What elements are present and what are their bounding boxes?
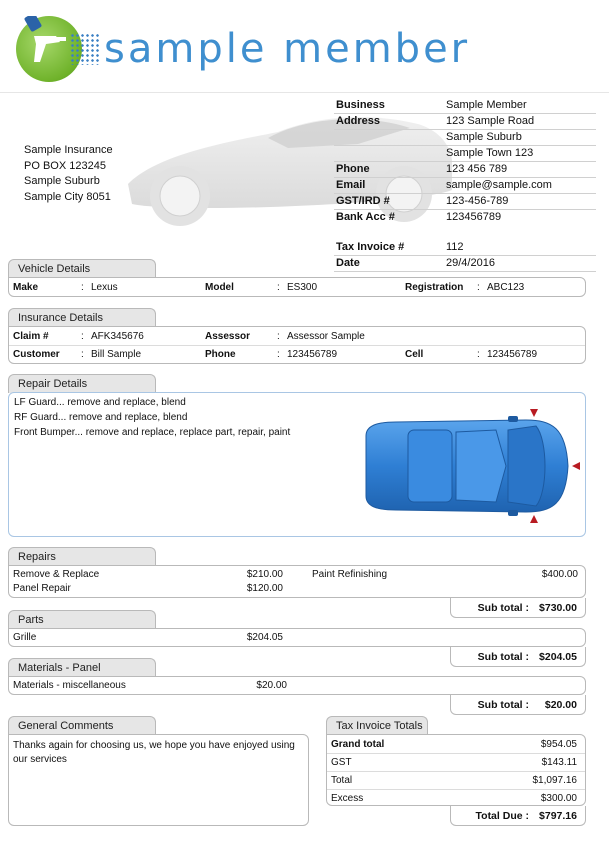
invoice-key: Date — [336, 257, 360, 269]
registration-label: Registration — [405, 281, 464, 293]
colon: : — [277, 281, 280, 293]
part-item-row — [13, 631, 283, 645]
invoice-number-row — [334, 240, 596, 256]
colon: : — [81, 349, 84, 360]
repairs-subtotal — [450, 598, 586, 618]
repair-line: RF Guard... remove and replace, blend — [14, 412, 188, 423]
totals-row — [327, 789, 585, 807]
repair-item-row — [312, 568, 578, 582]
part-amount: $204.05 — [246, 632, 283, 643]
business-value: Sample Member — [446, 99, 527, 111]
repair-line: Front Bumper... remove and replace, replace part, repair, paint — [14, 427, 291, 438]
repair-details-tab: Repair Details — [8, 374, 156, 393]
totals-label: Total — [331, 775, 353, 786]
materials-tab: Materials - Panel — [8, 658, 156, 677]
totals-value: $300.00 — [540, 793, 577, 804]
totals-value: $1,097.16 — [532, 775, 577, 786]
materials-box — [8, 676, 586, 695]
customer-value: Bill Sample — [91, 349, 142, 360]
subtotal-value: $20.00 — [544, 698, 577, 711]
subtotal-label: Sub total : — [477, 601, 529, 614]
invoice-value: 112 — [446, 241, 464, 253]
totals-row — [327, 735, 585, 753]
colon: : — [277, 330, 280, 342]
parts-subtotal — [450, 647, 586, 667]
subtotal-label: Sub total : — [477, 650, 529, 663]
part-item: Grille — [13, 632, 37, 643]
material-amount: $20.00 — [256, 680, 287, 691]
business-key — [334, 146, 446, 161]
insurer-line: Sample Insurance — [24, 144, 113, 156]
tax-totals-box — [326, 734, 586, 806]
total-due — [450, 806, 586, 826]
colon: : — [81, 330, 84, 342]
totals-label: GST — [331, 757, 352, 768]
address-row — [334, 114, 596, 130]
parts-tab: Parts — [8, 610, 156, 629]
spray-pattern — [70, 33, 100, 65]
business-value: sample@sample.com — [446, 179, 552, 191]
invoice-date-row — [334, 256, 596, 272]
insurer-line: PO BOX 123245 — [24, 159, 106, 172]
repair-item: Remove & Replace — [13, 569, 100, 580]
header-divider — [0, 92, 609, 93]
business-key: Business — [336, 99, 385, 111]
insurer-line: Sample Suburb — [24, 175, 100, 187]
claim-value: AFK345676 — [91, 330, 144, 342]
assessor-label: Assessor — [205, 330, 251, 342]
repair-item-row — [13, 568, 283, 582]
cell-label: Cell — [405, 349, 424, 360]
email-row — [334, 178, 596, 194]
repair-amount: $400.00 — [541, 569, 578, 580]
make-label: Make — [13, 281, 39, 293]
customer-label: Customer — [13, 349, 60, 360]
totals-row — [327, 771, 585, 789]
damage-marker-icon — [572, 462, 580, 470]
invoice-value: 29/4/2016 — [446, 257, 495, 269]
damage-marker-icon — [530, 515, 538, 523]
repair-item-row — [13, 582, 283, 596]
car-damage-diagram — [356, 406, 584, 526]
business-value: Sample Suburb — [446, 131, 522, 143]
business-key — [334, 130, 446, 145]
registration-value: ABC123 — [487, 281, 525, 293]
gst-row — [334, 194, 596, 210]
model-label: Model — [205, 281, 234, 293]
business-key: GST/IRD # — [336, 195, 390, 207]
colon: : — [477, 349, 480, 360]
material-item-row — [13, 679, 287, 693]
colon: : — [277, 349, 280, 360]
address-row — [334, 130, 596, 146]
repair-item: Paint Refinishing — [312, 569, 388, 580]
insurance-details-tab: Insurance Details — [8, 308, 156, 327]
brand-name: sample member — [104, 26, 471, 72]
business-key: Phone — [336, 163, 370, 175]
total-due-value: $797.16 — [539, 809, 577, 822]
business-key: Email — [336, 179, 366, 191]
business-value: 123 456 789 — [446, 163, 508, 175]
general-comments-tab: General Comments — [8, 716, 156, 735]
business-value: 123-456-789 — [446, 195, 509, 207]
tax-totals-tab: Tax Invoice Totals — [326, 716, 428, 735]
make-value: Lexus — [91, 281, 118, 293]
totals-value: $143.11 — [541, 757, 577, 768]
business-key: Bank Acc # — [336, 211, 395, 223]
business-key: Address — [336, 115, 381, 127]
material-item: Materials - miscellaneous — [13, 680, 126, 691]
vehicle-details-tab: Vehicle Details — [8, 259, 156, 278]
repairs-tab: Repairs — [8, 547, 156, 566]
business-value: 123456789 — [446, 211, 502, 223]
repair-line: LF Guard... remove and replace, blend — [14, 397, 186, 408]
assessor-value: Assessor Sample — [287, 330, 365, 342]
insurer-address — [24, 143, 113, 205]
parts-box — [8, 628, 586, 647]
general-comments-box — [8, 734, 309, 826]
business-row — [334, 98, 596, 114]
address-row — [334, 146, 596, 162]
materials-subtotal — [450, 695, 586, 715]
insurance-details-box — [8, 326, 586, 364]
invoice-key: Tax Invoice # — [336, 241, 405, 253]
repairs-box — [8, 565, 586, 598]
cell-value: 123456789 — [487, 349, 538, 360]
totals-label: Grand total — [331, 738, 385, 750]
totals-value: $954.05 — [540, 738, 577, 750]
colon: : — [81, 281, 84, 293]
repair-amount: $120.00 — [246, 583, 283, 594]
phone-label: Phone — [205, 349, 236, 360]
totals-row — [327, 753, 585, 771]
vehicle-details-box — [8, 277, 586, 297]
business-info — [334, 98, 596, 272]
totals-label: Excess — [331, 793, 364, 804]
subtotal-value: $730.00 — [539, 601, 577, 614]
total-due-label: Total Due : — [475, 809, 529, 822]
comments-text: Thanks again for choosing us, we hope you have enjoyed using our services — [13, 740, 295, 765]
claim-label: Claim # — [13, 330, 49, 342]
subtotal-label: Sub total : — [477, 698, 529, 711]
insurer-line: Sample City 8051 — [24, 190, 111, 203]
phone-value: 123456789 — [287, 349, 338, 360]
model-value: ES300 — [287, 281, 318, 293]
bank-row — [334, 210, 596, 226]
colon: : — [477, 281, 480, 293]
subtotal-value: $204.05 — [539, 650, 577, 663]
repair-item: Panel Repair — [13, 583, 71, 594]
repair-amount: $210.00 — [246, 569, 283, 580]
business-value: 123 Sample Road — [446, 115, 535, 127]
phone-row — [334, 162, 596, 178]
business-value: Sample Town 123 — [446, 147, 534, 159]
damage-marker-icon — [530, 409, 538, 417]
